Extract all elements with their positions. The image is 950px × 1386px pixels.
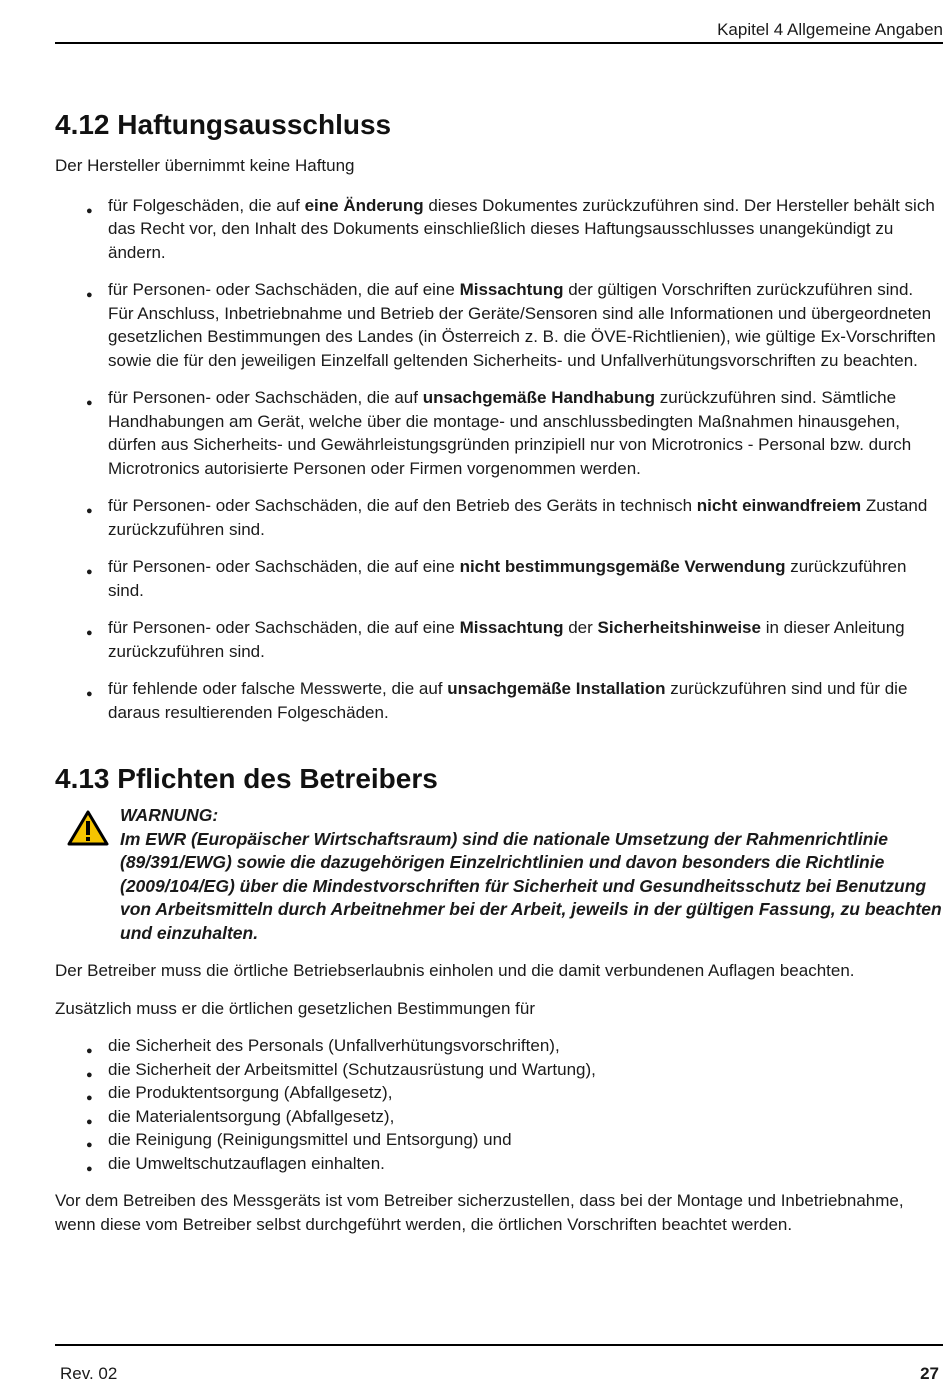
list-item: ● für Personen- oder Sachschäden, die auf unsachgemäße Handhabung zurückzuführen sind. Sämtliche Handhabungen am Gerät, welche über die montage- und anschlussbedingten Maßnahmen hinausgehen, dürfen aus Sicherheits- und Gewährleistungsgründen prinzipiell nur von Microtronics - Personal bzw. durch Microtronics autorisierte Personen oder Firmen vorgenommen werden. [86, 388, 912, 478]
revision-label: Rev. 02 [60, 1364, 118, 1383]
bullet-dot: ● [86, 1115, 93, 1128]
list-item: ● die Sicherheit des Personals (Unfallverhütungsvorschriften), [55, 1034, 943, 1058]
list-item: ● die Produktentsorgung (Abfallgesetz), [55, 1081, 943, 1105]
section1-intro: Der Hersteller übernimmt keine Haftung [55, 156, 355, 175]
bullet-dot: ● [86, 627, 93, 639]
operator-para-1: Der Betreiber muss die örtliche Betriebserlaubnis einholen und die damit verbundenen Auflagen beachten. [55, 961, 855, 980]
bullet-dot: ● [86, 566, 93, 578]
regulations-list [55, 1034, 943, 1175]
chapter-title: Kapitel 4 Allgemeine Angaben [717, 20, 943, 39]
section-title-haftungsausschluss: 4.12 Haftungsausschluss [55, 109, 392, 140]
page-number: 27 [920, 1364, 939, 1383]
bullet-dot: ● [86, 1045, 93, 1057]
warning-box [55, 804, 943, 945]
list-item: ● für Personen- oder Sachschäden, die auf den Betrieb des Geräts in technisch nicht einwandfreiem Zustand zurückzuführen sind. [86, 496, 928, 539]
bullet-dot: ● [86, 1092, 93, 1104]
section-title-pflichten: 4.13 Pflichten des Betreibers [55, 763, 438, 794]
list-item: ● für fehlende oder falsche Messwerte, die auf unsachgemäße Installation zurückzuführen sind und für die daraus resultierenden Folgeschäden. [86, 679, 908, 722]
bullet-dot: ● [86, 1068, 93, 1081]
list-item: ● für Personen- oder Sachschäden, die auf eine Missachtung der gültigen Vorschriften zurückzuführen sind. Für Anschluss, Inbetriebnahme und Betrieb der Geräte/Sensoren sind alle Informationen und übergeordneten gesetzlichen Bestimmungen des Landes (in Österreich z. B. die ÖVE-Richtlienien), wie gültige Ex-Vorschriften sowie die für den jeweiligen Einzelfall geltenden Sicherheits- und Unfallverhütungsvorschriften zu beachten. [86, 280, 936, 370]
bullet-dot: ● [86, 688, 93, 700]
operator-para-2: Zusätzlich muss er die örtlichen gesetzlichen Bestimmungen für [55, 998, 535, 1018]
page-footer [55, 1344, 943, 1386]
page-header [55, 18, 943, 44]
list-item: ● für Folgeschäden, die auf eine Änderung dieses Dokumentes zurückzuführen sind. Der Hersteller behält sich das Recht vor, den Inhalt des Dokuments einschließlich dieses Haftungsausschlusses unangekündigt zu ändern. [86, 195, 935, 262]
bullet-dot: ● [86, 204, 93, 217]
liability-list [55, 194, 943, 725]
list-item: ● für Personen- oder Sachschäden, die auf eine Missachtung der Sicherheitshinweise in dieser Anleitung zurückzuführen sind. [86, 618, 905, 661]
list-item: ● für Personen- oder Sachschäden, die auf eine nicht bestimmungsgemäße Verwendung zurückzuführen sind. [86, 557, 907, 600]
list-item: ● die Sicherheit der Arbeitsmittel (Schutzausrüstung und Wartung), [55, 1058, 943, 1082]
warning-triangle-icon [67, 810, 109, 846]
page-content [55, 108, 943, 1250]
bullet-dot: ● [86, 1162, 93, 1175]
warning-text: Im EWR (Europäischer Wirtschaftsraum) sind die nationale Umsetzung der Rahmenrichtlinie (89/391/EWG) sowie die dazugehörigen Einzelrichtlinien und davon besonders die Richtlinie (2009/104/EG) über die Mindestvorschriften für Sicherheit und Gesundheitsschutz bei Benutzung von Arbeitsmitteln durch Arbeitnehmer bei der Arbeit, jeweils in der gültigen Fassung, zu beachten und einzuhalten. [120, 828, 942, 943]
bullet-dot: ● [86, 1139, 93, 1151]
list-item: ● die Materialentsorgung (Abfallgesetz), [55, 1105, 943, 1129]
bullet-dot: ● [86, 289, 93, 301]
list-item: ● die Umweltschutzauflagen einhalten. [55, 1152, 943, 1176]
bullet-dot: ● [86, 505, 93, 517]
list-item: ● die Reinigung (Reinigungsmittel und Entsorgung) und [55, 1128, 943, 1152]
warning-label: WARNUNG: [120, 805, 219, 825]
bullet-dot: ● [86, 397, 93, 409]
operator-para-3: Vor dem Betreiben des Messgeräts ist vom Betreiber sicherzustellen, dass bei der Montage und Inbetriebnahme, wenn diese vom Betreiber selbst durchgeführt werden, die örtlichen Vorschriften beachtet werden. [55, 1191, 904, 1234]
